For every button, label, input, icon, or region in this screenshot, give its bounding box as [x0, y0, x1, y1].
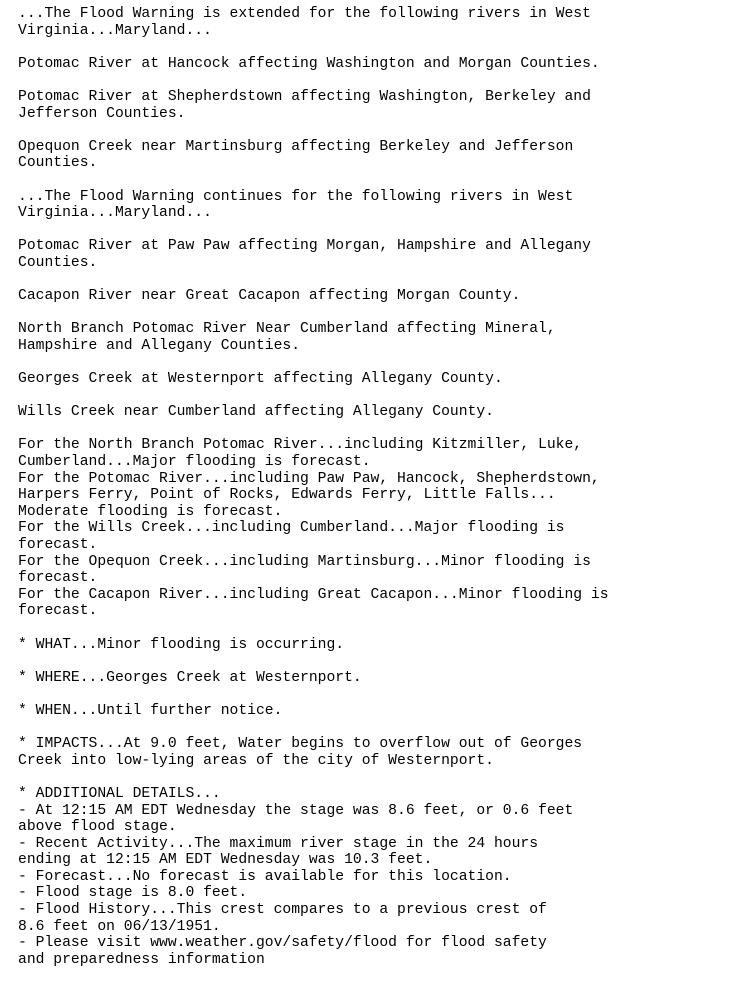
text-line: * WHERE...Georges Creek at Westernport. [18, 669, 362, 686]
text-line: Wills Creek near Cumberland affecting Allegany County. [18, 404, 494, 421]
text-line: - Flood History...This crest compares to a previous crest of [18, 902, 547, 919]
paragraph [18, 56, 733, 73]
text-line: For the Cacapon River...including Great Cacapon...Minor flooding is [18, 586, 609, 603]
text-line: forecast. [18, 603, 98, 620]
text-line: Harpers Ferry, Point of Rocks, Edwards Ferry, Little Falls... [18, 487, 556, 504]
text-line: For the Opequon Creek...including Martinsburg...Minor flooding is [18, 553, 591, 570]
paragraph [18, 786, 733, 969]
text-line: above flood stage. [18, 819, 177, 836]
text-line: Opequon Creek near Martinsburg affecting Berkeley and Jefferson [18, 138, 574, 155]
text-line: Moderate flooding is forecast. [18, 503, 283, 520]
text-line: ...The Flood Warning is extended for the following rivers in West [18, 6, 591, 22]
paragraph [18, 437, 733, 620]
text-line: Counties. [18, 155, 98, 172]
paragraph [18, 6, 733, 39]
text-line: Virginia...Maryland... [18, 205, 212, 222]
paragraph [18, 637, 733, 654]
text-line: ...The Flood Warning continues for the following rivers in West [18, 188, 574, 205]
paragraph [18, 288, 733, 305]
text-line: - At 12:15 AM EDT Wednesday the stage was 8.6 feet, or 0.6 feet [18, 802, 574, 819]
text-line: For the Potomac River...including Paw Paw, Hancock, Shepherdstown, [18, 470, 600, 487]
paragraph [18, 703, 733, 720]
text-line: * IMPACTS...At 9.0 feet, Water begins to overflow out of Georges [18, 736, 583, 753]
text-line: * ADDITIONAL DETAILS... [18, 785, 221, 802]
text-line: 8.6 feet on 06/13/1951. [18, 918, 221, 935]
text-line: - Please visit www.weather.gov/safety/flood for flood safety [18, 935, 547, 952]
text-line: Potomac River at Shepherdstown affecting Washington, Berkeley and [18, 88, 591, 105]
paragraph [18, 189, 733, 222]
text-line: ending at 12:15 AM EDT Wednesday was 10.3 feet. [18, 852, 433, 869]
paragraph [18, 238, 733, 271]
text-line: Cacapon River near Great Cacapon affecting Morgan County. [18, 288, 521, 305]
paragraph [18, 371, 733, 388]
text-line: Potomac River at Paw Paw affecting Morgan, Hampshire and Allegany [18, 238, 591, 255]
flood-warning-text [18, 6, 733, 968]
text-line: Georges Creek at Westernport affecting Allegany County. [18, 371, 503, 388]
text-line: For the Wills Creek...including Cumberland...Major flooding is [18, 520, 565, 537]
text-line: Hampshire and Allegany Counties. [18, 337, 301, 354]
paragraph [18, 139, 733, 172]
paragraph [18, 670, 733, 687]
text-line: Potomac River at Hancock affecting Washington and Morgan Counties. [18, 55, 600, 72]
text-line: - Recent Activity...The maximum river stage in the 24 hours [18, 835, 539, 852]
text-line: forecast. [18, 570, 98, 587]
text-line: * WHEN...Until further notice. [18, 702, 283, 719]
paragraph [18, 89, 733, 122]
paragraph [18, 404, 733, 421]
paragraph [18, 736, 733, 769]
text-line: and preparedness information [18, 951, 265, 968]
text-line: Jefferson Counties. [18, 105, 186, 122]
text-line: Creek into low-lying areas of the city of Westernport. [18, 752, 494, 769]
text-line: forecast. [18, 537, 98, 553]
text-line: - Forecast...No forecast is available for this location. [18, 868, 512, 885]
text-line: * WHAT...Minor flooding is occurring. [18, 636, 345, 653]
paragraph [18, 321, 733, 354]
text-line: Counties. [18, 254, 98, 271]
text-line: Virginia...Maryland... [18, 22, 212, 39]
text-line: - Flood stage is 8.0 feet. [18, 885, 248, 902]
text-line: Cumberland...Major flooding is forecast. [18, 454, 371, 471]
text-line: For the North Branch Potomac River...including Kitzmiller, Luke, [18, 437, 583, 454]
text-line: North Branch Potomac River Near Cumberland affecting Mineral, [18, 321, 556, 338]
